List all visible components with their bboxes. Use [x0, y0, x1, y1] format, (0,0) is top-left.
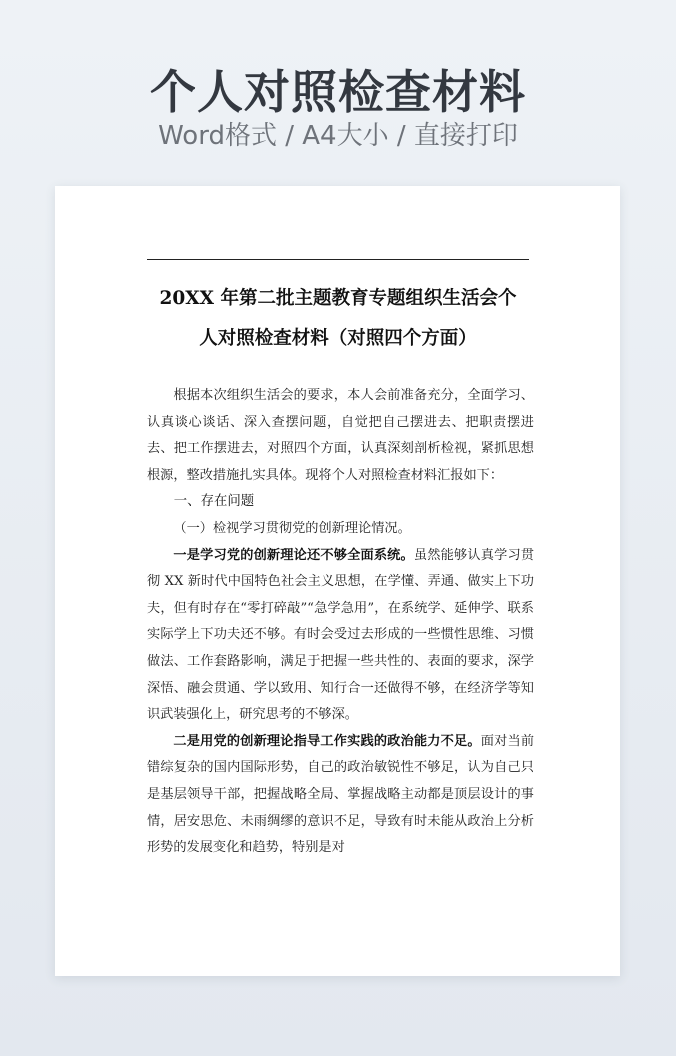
point-1-paragraph	[147, 543, 534, 729]
document-title-line-1: 20XX 年第二批主题教育专题组织生活会个	[159, 288, 517, 309]
document-page	[55, 186, 620, 976]
document-title	[115, 279, 561, 359]
subsection-heading: （一）检视学习贯彻党的创新理论情况。	[173, 520, 411, 536]
header-rule	[147, 259, 529, 260]
section-heading: 一、存在问题	[173, 494, 255, 510]
intro-paragraph: 根据本次组织生活会的要求，本人会前准备充分，全面学习、认真谈心谈话、深入查摆问题，自觉把自己摆进去、把职责摆进去、把工作摆进去，对照四个方面，认真深刻剖析检视，紧抓思想根源，整改措施扎实具体。现将个人对照检查材料汇报如下：	[147, 388, 534, 483]
point-2-text: 面对当前错综复杂的国内国际形势，自己的政治敏锐性不够足，认为自己只是基层领导干部，把握战略全局、掌握战略主动都是顶层设计的事情，居安思危、未雨绸缪的意识不足，导致有时未能从政治上分析形势的发展变化和趋势，特别是对	[147, 733, 535, 856]
point-2-paragraph	[147, 729, 534, 862]
point-2-lead: 二是用党的创新理论指导工作实践的政治能力不足。	[173, 733, 481, 749]
point-1-text: 虽然能够认真学习贯彻 XX 新时代中国特色社会主义思想，在学懂、弄通、做实上下功夫，但有时存在“零打碎敲”“急学急用”，在系统学、延伸学、联系实际学上下功夫还不够。有时会受过去形成的一些惯性思维、习惯做法、工作套路影响，满足于把握一些共性的、表面的要求，深学深悟、融会贯通、学以致用、知行合一还做得不够，在经济学等知识武装强化上，研究思考的不够深。	[147, 547, 535, 723]
banner-title: 个人对照检查材料	[150, 65, 526, 119]
banner-subtitle: Word格式 / A4大小 / 直接打印	[158, 121, 518, 151]
document-body	[147, 383, 534, 862]
point-1-lead: 一是学习党的创新理论还不够全面系统。	[173, 547, 414, 563]
document-title-line-2: 人对照检查材料（对照四个方面）	[199, 328, 477, 349]
